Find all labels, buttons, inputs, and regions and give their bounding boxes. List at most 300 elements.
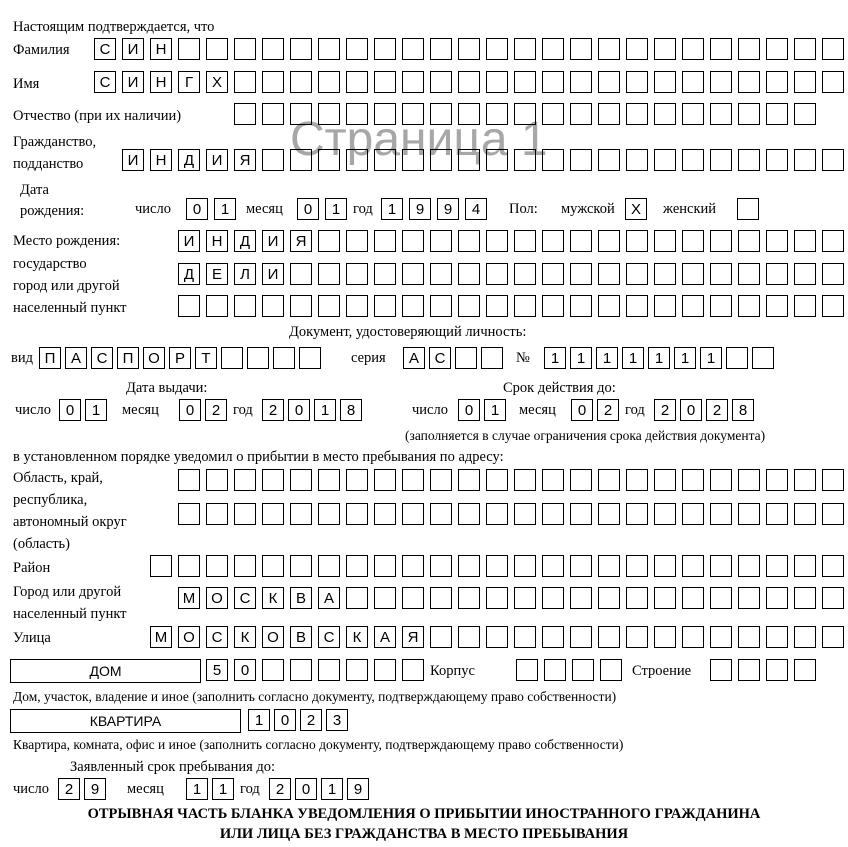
street-cell[interactable]	[654, 626, 676, 648]
region-cell[interactable]	[206, 469, 228, 491]
region-cells-2-cell[interactable]	[346, 503, 368, 525]
street-cell[interactable]	[570, 626, 592, 648]
patronymic-cell[interactable]	[710, 103, 732, 125]
korpus-cell[interactable]	[516, 659, 538, 681]
citizenship-cell[interactable]	[458, 149, 480, 171]
house-cell[interactable]: 5	[206, 659, 228, 681]
surname-cell[interactable]	[458, 38, 480, 60]
town-cell[interactable]	[402, 587, 424, 609]
region-cells-2-cell[interactable]	[598, 503, 620, 525]
birth-state-cell[interactable]	[682, 230, 704, 252]
birth-city-cells-2-cell[interactable]	[738, 295, 760, 317]
district-cell[interactable]	[458, 555, 480, 577]
street-cell[interactable]	[430, 626, 452, 648]
street-cell[interactable]: К	[234, 626, 256, 648]
district-cell[interactable]	[290, 555, 312, 577]
district-cell[interactable]	[570, 555, 592, 577]
district-cell[interactable]	[346, 555, 368, 577]
patronymic-cell[interactable]	[654, 103, 676, 125]
birth-state-cell[interactable]: Я	[290, 230, 312, 252]
birth-city-cell[interactable]	[766, 263, 788, 285]
doc-type-cell[interactable]: А	[65, 347, 87, 369]
district-cell[interactable]	[262, 555, 284, 577]
citizenship-cell[interactable]	[738, 149, 760, 171]
stay-year-cell[interactable]: 0	[295, 778, 317, 800]
patronymic-cell[interactable]	[290, 103, 312, 125]
name-cell[interactable]	[290, 71, 312, 93]
birth-state-cell[interactable]	[794, 230, 816, 252]
valid-day-cell[interactable]: 0	[458, 399, 480, 421]
region-cells-2-cell[interactable]	[682, 503, 704, 525]
stay-year-cell[interactable]: 2	[269, 778, 291, 800]
district-cell[interactable]	[402, 555, 424, 577]
birth-city-cells-2-cell[interactable]	[822, 295, 844, 317]
town-cell[interactable]: К	[262, 587, 284, 609]
district-cell[interactable]	[542, 555, 564, 577]
town-cell[interactable]	[542, 587, 564, 609]
street-cell[interactable]	[626, 626, 648, 648]
birth-city-cell[interactable]	[682, 263, 704, 285]
region-cell[interactable]	[290, 469, 312, 491]
birth-city-cells-2-cell[interactable]	[682, 295, 704, 317]
region-cells-2-cell[interactable]	[178, 503, 200, 525]
name-cell[interactable]	[766, 71, 788, 93]
doc-type-cell[interactable]: П	[117, 347, 139, 369]
citizenship-cell[interactable]	[374, 149, 396, 171]
surname-cell[interactable]	[514, 38, 536, 60]
region-cells-2-cell[interactable]	[290, 503, 312, 525]
flat-kind-field[interactable]: КВАРТИРА	[10, 709, 241, 733]
region-cells-2-cell[interactable]	[430, 503, 452, 525]
patronymic-cell[interactable]	[458, 103, 480, 125]
issue-year-cell[interactable]: 0	[288, 399, 310, 421]
doc-type-cell[interactable]: Р	[169, 347, 191, 369]
sex-male-cell[interactable]: X	[625, 198, 647, 220]
town-cell[interactable]	[346, 587, 368, 609]
doc-type-cell[interactable]	[299, 347, 321, 369]
street-cell[interactable]	[682, 626, 704, 648]
region-cell[interactable]	[626, 469, 648, 491]
region-cells-2-cell[interactable]	[318, 503, 340, 525]
birth-state-cell[interactable]	[766, 230, 788, 252]
birth-state-cell[interactable]: И	[178, 230, 200, 252]
dob-year-cell[interactable]: 9	[437, 198, 459, 220]
birth-city-cells-2-cell[interactable]	[458, 295, 480, 317]
region-cells-2-cell[interactable]	[234, 503, 256, 525]
region-cell[interactable]	[766, 469, 788, 491]
issue-year-cell[interactable]: 2	[262, 399, 284, 421]
street-cell[interactable]: С	[318, 626, 340, 648]
patronymic-cell[interactable]	[402, 103, 424, 125]
region-cells-2-cell[interactable]	[626, 503, 648, 525]
birth-state-cell[interactable]	[458, 230, 480, 252]
patronymic-cell[interactable]	[430, 103, 452, 125]
street-cell[interactable]	[598, 626, 620, 648]
series-cell[interactable]	[481, 347, 503, 369]
birth-state-cell[interactable]	[570, 230, 592, 252]
birth-city-cell[interactable]	[794, 263, 816, 285]
birth-city-cell[interactable]	[402, 263, 424, 285]
birth-city-cells-2-cell[interactable]	[598, 295, 620, 317]
birth-state-cell[interactable]	[822, 230, 844, 252]
street-cell[interactable]	[514, 626, 536, 648]
district-cell[interactable]	[234, 555, 256, 577]
series-cell[interactable]	[455, 347, 477, 369]
birth-state-cell[interactable]	[598, 230, 620, 252]
doc-type-cell[interactable]	[273, 347, 295, 369]
birth-city-cell[interactable]: Е	[206, 263, 228, 285]
surname-cell[interactable]	[738, 38, 760, 60]
patronymic-cell[interactable]	[598, 103, 620, 125]
birth-state-cell[interactable]	[710, 230, 732, 252]
name-cell[interactable]	[794, 71, 816, 93]
name-cell[interactable]	[738, 71, 760, 93]
birth-state-cell[interactable]	[430, 230, 452, 252]
birth-city-cell[interactable]	[738, 263, 760, 285]
stay-month-cell[interactable]: 1	[186, 778, 208, 800]
district-cell[interactable]	[178, 555, 200, 577]
region-cells-2-cell[interactable]	[542, 503, 564, 525]
birth-city-cells-2-cell[interactable]	[402, 295, 424, 317]
patronymic-cell[interactable]	[374, 103, 396, 125]
valid-year-cell[interactable]: 0	[680, 399, 702, 421]
region-cells-2-cell[interactable]	[486, 503, 508, 525]
district-cell[interactable]	[794, 555, 816, 577]
name-cell[interactable]: Х	[206, 71, 228, 93]
region-cell[interactable]	[682, 469, 704, 491]
patronymic-cell[interactable]	[794, 103, 816, 125]
surname-cell[interactable]	[402, 38, 424, 60]
birth-state-cell[interactable]	[738, 230, 760, 252]
birth-city-cells-2-cell[interactable]	[290, 295, 312, 317]
dob-day-cell[interactable]: 0	[186, 198, 208, 220]
birth-city-cell[interactable]	[374, 263, 396, 285]
town-cell[interactable]	[430, 587, 452, 609]
town-cell[interactable]	[458, 587, 480, 609]
birth-city-cells-2-cell[interactable]	[206, 295, 228, 317]
town-cell[interactable]	[682, 587, 704, 609]
birth-city-cells-2-cell[interactable]	[430, 295, 452, 317]
series-cell[interactable]: А	[403, 347, 425, 369]
number-cell[interactable]: 1	[596, 347, 618, 369]
patronymic-cell[interactable]	[738, 103, 760, 125]
citizenship-cell[interactable]	[710, 149, 732, 171]
citizenship-cell[interactable]	[682, 149, 704, 171]
number-cell[interactable]	[752, 347, 774, 369]
surname-cell[interactable]	[178, 38, 200, 60]
name-cell[interactable]	[262, 71, 284, 93]
district-cell[interactable]	[318, 555, 340, 577]
sex-female-cell[interactable]	[737, 198, 759, 220]
town-cell[interactable]	[570, 587, 592, 609]
citizenship-cell[interactable]: И	[122, 149, 144, 171]
name-cell[interactable]	[430, 71, 452, 93]
doc-type-cell[interactable]: П	[39, 347, 61, 369]
name-cell[interactable]	[402, 71, 424, 93]
dob-day-cell[interactable]: 1	[214, 198, 236, 220]
region-cells-2-cell[interactable]	[458, 503, 480, 525]
valid-month-cell[interactable]: 2	[597, 399, 619, 421]
citizenship-cell[interactable]	[290, 149, 312, 171]
issue-year-cell[interactable]: 1	[314, 399, 336, 421]
patronymic-cell[interactable]	[262, 103, 284, 125]
birth-city-cell[interactable]	[654, 263, 676, 285]
name-cell[interactable]	[598, 71, 620, 93]
surname-cell[interactable]	[374, 38, 396, 60]
number-cell[interactable]: 1	[570, 347, 592, 369]
stroenie-cell[interactable]	[738, 659, 760, 681]
house-cell[interactable]	[346, 659, 368, 681]
birth-city-cell[interactable]	[458, 263, 480, 285]
town-cell[interactable]: А	[318, 587, 340, 609]
region-cells-2-cell[interactable]	[738, 503, 760, 525]
street-cell[interactable]: О	[178, 626, 200, 648]
citizenship-cell[interactable]	[542, 149, 564, 171]
doc-type-cell[interactable]: С	[91, 347, 113, 369]
name-cell[interactable]: Н	[150, 71, 172, 93]
region-cells-2-cell[interactable]	[570, 503, 592, 525]
region-cells-2-cell[interactable]	[374, 503, 396, 525]
district-cell[interactable]	[822, 555, 844, 577]
house-cell[interactable]	[374, 659, 396, 681]
stay-year-cell[interactable]: 1	[321, 778, 343, 800]
street-cell[interactable]: В	[290, 626, 312, 648]
valid-year-cell[interactable]: 2	[706, 399, 728, 421]
name-cell[interactable]	[346, 71, 368, 93]
valid-year-cell[interactable]: 2	[654, 399, 676, 421]
district-cell[interactable]	[710, 555, 732, 577]
district-cell[interactable]	[766, 555, 788, 577]
town-cell[interactable]: С	[234, 587, 256, 609]
birth-city-cells-2-cell[interactable]	[486, 295, 508, 317]
birth-state-cell[interactable]	[542, 230, 564, 252]
surname-cell[interactable]	[346, 38, 368, 60]
stroenie-cell[interactable]	[794, 659, 816, 681]
citizenship-cell[interactable]	[570, 149, 592, 171]
citizenship-cell[interactable]	[626, 149, 648, 171]
birth-city-cell[interactable]: И	[262, 263, 284, 285]
name-cell[interactable]: И	[122, 71, 144, 93]
name-cell[interactable]	[234, 71, 256, 93]
doc-type-cell[interactable]	[247, 347, 269, 369]
issue-month-cell[interactable]: 0	[179, 399, 201, 421]
doc-type-cell[interactable]: О	[143, 347, 165, 369]
town-cell[interactable]: М	[178, 587, 200, 609]
region-cell[interactable]	[710, 469, 732, 491]
region-cells-2-cell[interactable]	[794, 503, 816, 525]
birth-state-cell[interactable]	[374, 230, 396, 252]
region-cell[interactable]	[794, 469, 816, 491]
street-cell[interactable]	[542, 626, 564, 648]
citizenship-cell[interactable]	[318, 149, 340, 171]
stay-day-cell[interactable]: 2	[58, 778, 80, 800]
street-cell[interactable]: С	[206, 626, 228, 648]
region-cells-2-cell[interactable]	[710, 503, 732, 525]
region-cell[interactable]	[318, 469, 340, 491]
region-cell[interactable]	[738, 469, 760, 491]
korpus-cell[interactable]	[544, 659, 566, 681]
street-cell[interactable]	[486, 626, 508, 648]
citizenship-cell[interactable]: Я	[234, 149, 256, 171]
birth-city-cell[interactable]	[598, 263, 620, 285]
patronymic-cell[interactable]	[766, 103, 788, 125]
town-cell[interactable]	[794, 587, 816, 609]
birth-city-cells-2-cell[interactable]	[766, 295, 788, 317]
stay-month-cell[interactable]: 1	[212, 778, 234, 800]
town-cell[interactable]	[822, 587, 844, 609]
street-cell[interactable]: А	[374, 626, 396, 648]
surname-cell[interactable]	[430, 38, 452, 60]
birth-city-cell[interactable]	[626, 263, 648, 285]
surname-cell[interactable]	[682, 38, 704, 60]
citizenship-cell[interactable]: Н	[150, 149, 172, 171]
surname-cell[interactable]	[794, 38, 816, 60]
house-cell[interactable]	[318, 659, 340, 681]
district-cell[interactable]	[514, 555, 536, 577]
town-cell[interactable]: В	[290, 587, 312, 609]
surname-cell[interactable]	[766, 38, 788, 60]
citizenship-cell[interactable]	[486, 149, 508, 171]
region-cells-2-cell[interactable]	[822, 503, 844, 525]
birth-state-cell[interactable]: Д	[234, 230, 256, 252]
street-cell[interactable]	[710, 626, 732, 648]
street-cell[interactable]	[458, 626, 480, 648]
name-cell[interactable]: С	[94, 71, 116, 93]
name-cell[interactable]	[682, 71, 704, 93]
number-cell[interactable]: 1	[674, 347, 696, 369]
surname-cell[interactable]: И	[122, 38, 144, 60]
region-cells-2-cell[interactable]	[514, 503, 536, 525]
name-cell[interactable]	[822, 71, 844, 93]
surname-cell[interactable]	[542, 38, 564, 60]
region-cell[interactable]	[822, 469, 844, 491]
region-cells-2-cell[interactable]	[262, 503, 284, 525]
region-cell[interactable]	[458, 469, 480, 491]
birth-city-cell[interactable]	[570, 263, 592, 285]
citizenship-cell[interactable]	[430, 149, 452, 171]
house-kind-field[interactable]: ДОМ	[10, 659, 201, 683]
region-cell[interactable]	[598, 469, 620, 491]
citizenship-cell[interactable]	[654, 149, 676, 171]
valid-month-cell[interactable]: 0	[571, 399, 593, 421]
valid-day-cell[interactable]: 1	[484, 399, 506, 421]
surname-cell[interactable]	[234, 38, 256, 60]
korpus-cell[interactable]	[572, 659, 594, 681]
patronymic-cell[interactable]	[542, 103, 564, 125]
town-cell[interactable]	[766, 587, 788, 609]
birth-state-cell[interactable]	[626, 230, 648, 252]
district-cell[interactable]	[486, 555, 508, 577]
issue-month-cell[interactable]: 2	[205, 399, 227, 421]
birth-city-cell[interactable]: Д	[178, 263, 200, 285]
name-cell[interactable]	[710, 71, 732, 93]
region-cell[interactable]	[178, 469, 200, 491]
street-cell[interactable]: М	[150, 626, 172, 648]
birth-city-cells-2-cell[interactable]	[626, 295, 648, 317]
street-cell[interactable]	[794, 626, 816, 648]
name-cell[interactable]	[570, 71, 592, 93]
district-cell[interactable]	[682, 555, 704, 577]
district-cell[interactable]	[374, 555, 396, 577]
district-cell[interactable]	[738, 555, 760, 577]
birth-city-cells-2-cell[interactable]	[514, 295, 536, 317]
town-cell[interactable]	[374, 587, 396, 609]
town-cell[interactable]: О	[206, 587, 228, 609]
birth-city-cell[interactable]	[290, 263, 312, 285]
birth-city-cells-2-cell[interactable]	[234, 295, 256, 317]
citizenship-cell[interactable]	[598, 149, 620, 171]
dob-month-cell[interactable]: 0	[297, 198, 319, 220]
house-cell[interactable]: 0	[234, 659, 256, 681]
birth-city-cells-2-cell[interactable]	[374, 295, 396, 317]
birth-city-cell[interactable]	[822, 263, 844, 285]
birth-city-cell[interactable]	[514, 263, 536, 285]
doc-type-cell[interactable]	[221, 347, 243, 369]
issue-day-cell[interactable]: 1	[85, 399, 107, 421]
region-cell[interactable]	[430, 469, 452, 491]
number-cell[interactable]: 1	[544, 347, 566, 369]
flat-cell[interactable]: 1	[248, 709, 270, 731]
street-cell[interactable]	[822, 626, 844, 648]
region-cells-2-cell[interactable]	[766, 503, 788, 525]
street-cell[interactable]: К	[346, 626, 368, 648]
birth-city-cells-2-cell[interactable]	[346, 295, 368, 317]
name-cell[interactable]	[654, 71, 676, 93]
house-cell[interactable]	[262, 659, 284, 681]
stay-day-cell[interactable]: 9	[84, 778, 106, 800]
patronymic-cell[interactable]	[626, 103, 648, 125]
birth-city-cells-2-cell[interactable]	[710, 295, 732, 317]
town-cell[interactable]	[598, 587, 620, 609]
flat-cell[interactable]: 2	[300, 709, 322, 731]
district-cell[interactable]	[430, 555, 452, 577]
house-cell[interactable]	[290, 659, 312, 681]
surname-cell[interactable]	[626, 38, 648, 60]
citizenship-cell[interactable]	[346, 149, 368, 171]
birth-state-cell[interactable]	[514, 230, 536, 252]
birth-city-cell[interactable]	[318, 263, 340, 285]
street-cell[interactable]	[738, 626, 760, 648]
surname-cell[interactable]: С	[94, 38, 116, 60]
surname-cell[interactable]	[318, 38, 340, 60]
surname-cell[interactable]	[486, 38, 508, 60]
name-cell[interactable]	[486, 71, 508, 93]
patronymic-cell[interactable]	[234, 103, 256, 125]
name-cell[interactable]: Г	[178, 71, 200, 93]
region-cell[interactable]	[486, 469, 508, 491]
region-cell[interactable]	[374, 469, 396, 491]
region-cell[interactable]	[542, 469, 564, 491]
surname-cell[interactable]	[290, 38, 312, 60]
region-cell[interactable]	[570, 469, 592, 491]
citizenship-cell[interactable]	[514, 149, 536, 171]
birth-city-cells-2-cell[interactable]	[654, 295, 676, 317]
stroenie-cell[interactable]	[710, 659, 732, 681]
flat-cell[interactable]: 3	[326, 709, 348, 731]
citizenship-cell[interactable]: Д	[178, 149, 200, 171]
region-cell[interactable]	[654, 469, 676, 491]
birth-city-cells-2-cell[interactable]	[178, 295, 200, 317]
street-cell[interactable]: Я	[402, 626, 424, 648]
region-cell[interactable]	[262, 469, 284, 491]
citizenship-cell[interactable]	[402, 149, 424, 171]
surname-cell[interactable]	[206, 38, 228, 60]
number-cell[interactable]: 1	[700, 347, 722, 369]
birth-state-cell[interactable]: И	[262, 230, 284, 252]
town-cell[interactable]	[514, 587, 536, 609]
birth-city-cell[interactable]	[542, 263, 564, 285]
name-cell[interactable]	[626, 71, 648, 93]
